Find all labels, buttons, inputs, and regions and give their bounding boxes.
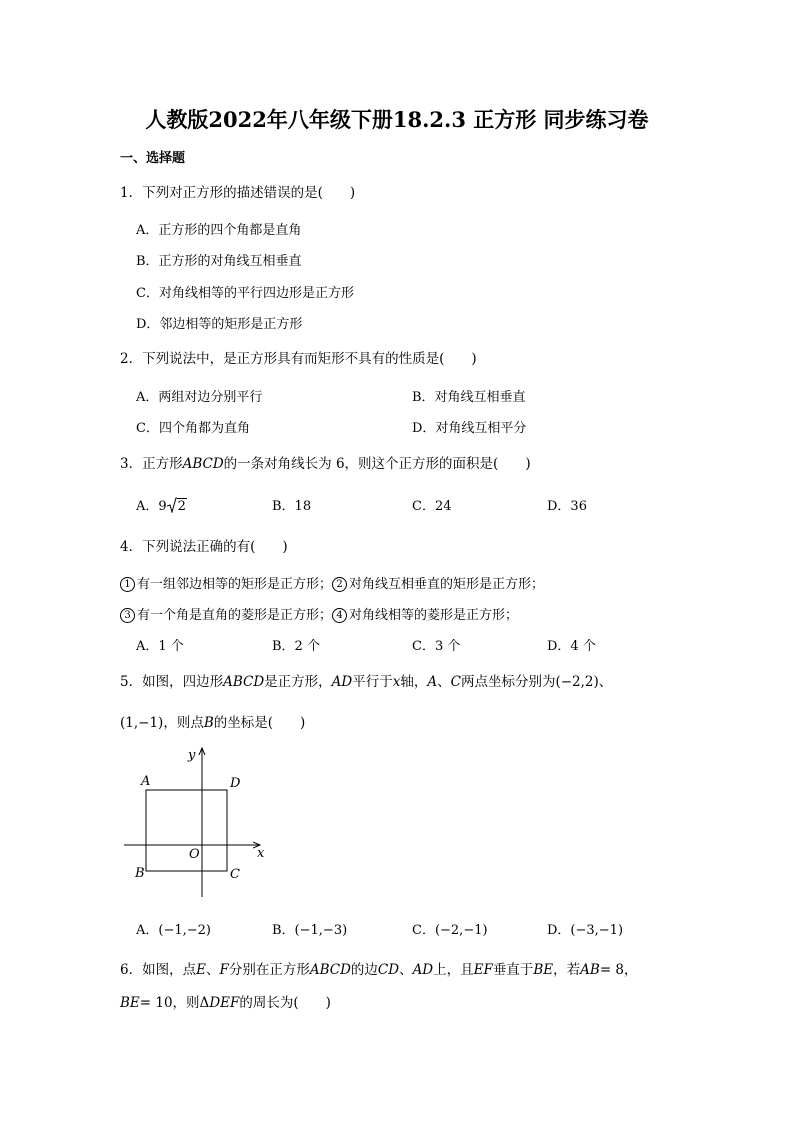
question-3-stem: 3．正方形ABCD的一条对角线长为 6，则这个正方形的面积是( ) <box>120 456 531 472</box>
question-3-option-a[interactable]: A．9 2 <box>136 499 186 514</box>
label-a: A <box>141 774 151 789</box>
circled-number-4: 4 <box>332 608 347 623</box>
question-4-option-b[interactable]: B．2 个 <box>272 639 320 654</box>
circled-number-3: 3 <box>120 608 135 623</box>
label-y-axis: y <box>188 748 196 763</box>
question-4-option-c[interactable]: C．3 个 <box>412 639 461 654</box>
label-c: C <box>230 867 240 882</box>
radical-sign-icon <box>167 497 177 513</box>
question-2-stem: 2．下列说法中，是正方形具有而矩形不具有的性质是( ) <box>120 351 477 367</box>
question-4-statements-1-2: 1 有一组邻边相等的矩形是正方形； 2 对角线互相垂直的矩形是正方形； <box>120 573 544 592</box>
question-4-stem: 4．下列说法正确的有( ) <box>120 539 288 555</box>
label-d: D <box>230 776 241 791</box>
question-5-option-d[interactable]: D．(−3,−1) <box>547 923 624 938</box>
question-4-statements-3-4: 3 有一个角是直角的菱形是正方形； 4 对角线相等的菱形是正方形； <box>120 604 518 623</box>
question-3-option-c[interactable]: C．24 <box>412 499 452 514</box>
page-title: 人教版2022年八年级下册18.2.3 正方形 同步练习卷 <box>145 107 649 132</box>
question-2-option-d[interactable]: D．对角线互相平分 <box>412 421 527 436</box>
circled-number-1: 1 <box>120 577 135 592</box>
question-3-option-b[interactable]: B．18 <box>272 499 312 514</box>
question-2-option-c[interactable]: C．四个角都为直角 <box>136 421 250 436</box>
question-6-stem-line-1: 6．如图，点E、F分别在正方形ABCD的边CD、AD上，且EF垂直于BE，若AB= 8， <box>120 962 638 978</box>
label-x-axis: x <box>257 846 265 861</box>
question-1-stem: 1．下列对正方形的描述错误的是( ) <box>120 185 356 201</box>
circled-number-2: 2 <box>332 577 347 592</box>
question-1-option-a[interactable]: A．正方形的四个角都是直角 <box>136 223 302 238</box>
question-5-stem-line-2: (1,−1)，则点B的坐标是( ) <box>120 715 306 731</box>
question-3-option-d[interactable]: D．36 <box>547 499 587 514</box>
square-abcd <box>146 790 227 871</box>
coordinate-figure <box>118 742 278 902</box>
label-origin: O <box>189 847 200 862</box>
question-5-option-a[interactable]: A．(−1,−2) <box>136 923 211 938</box>
question-2-option-b[interactable]: B．对角线互相垂直 <box>412 390 526 405</box>
question-1-option-b[interactable]: B．正方形的对角线互相垂直 <box>136 254 302 269</box>
question-2-option-a[interactable]: A．两组对边分别平行 <box>136 390 263 405</box>
question-1-option-d[interactable]: D．邻边相等的矩形是正方形 <box>136 317 303 332</box>
question-1-option-c[interactable]: C．对角线相等的平行四边形是正方形 <box>136 286 354 301</box>
question-5-stem-line-1: 5．如图，四边形ABCD是正方形，AD平行于x轴，A、C两点坐标分别为(−2,2)、 <box>120 674 613 690</box>
question-4-option-d[interactable]: D．4 个 <box>547 639 596 654</box>
label-b: B <box>135 866 145 881</box>
question-5-option-b[interactable]: B．(−1,−3) <box>272 923 348 938</box>
question-5-option-c[interactable]: C．(−2,−1) <box>412 923 488 938</box>
question-4-option-a[interactable]: A．1 个 <box>136 639 184 654</box>
section-heading: 一、选择题 <box>120 151 186 166</box>
question-6-stem-line-2: BE= 10，则ΔDEF的周长为( ) <box>120 995 331 1011</box>
